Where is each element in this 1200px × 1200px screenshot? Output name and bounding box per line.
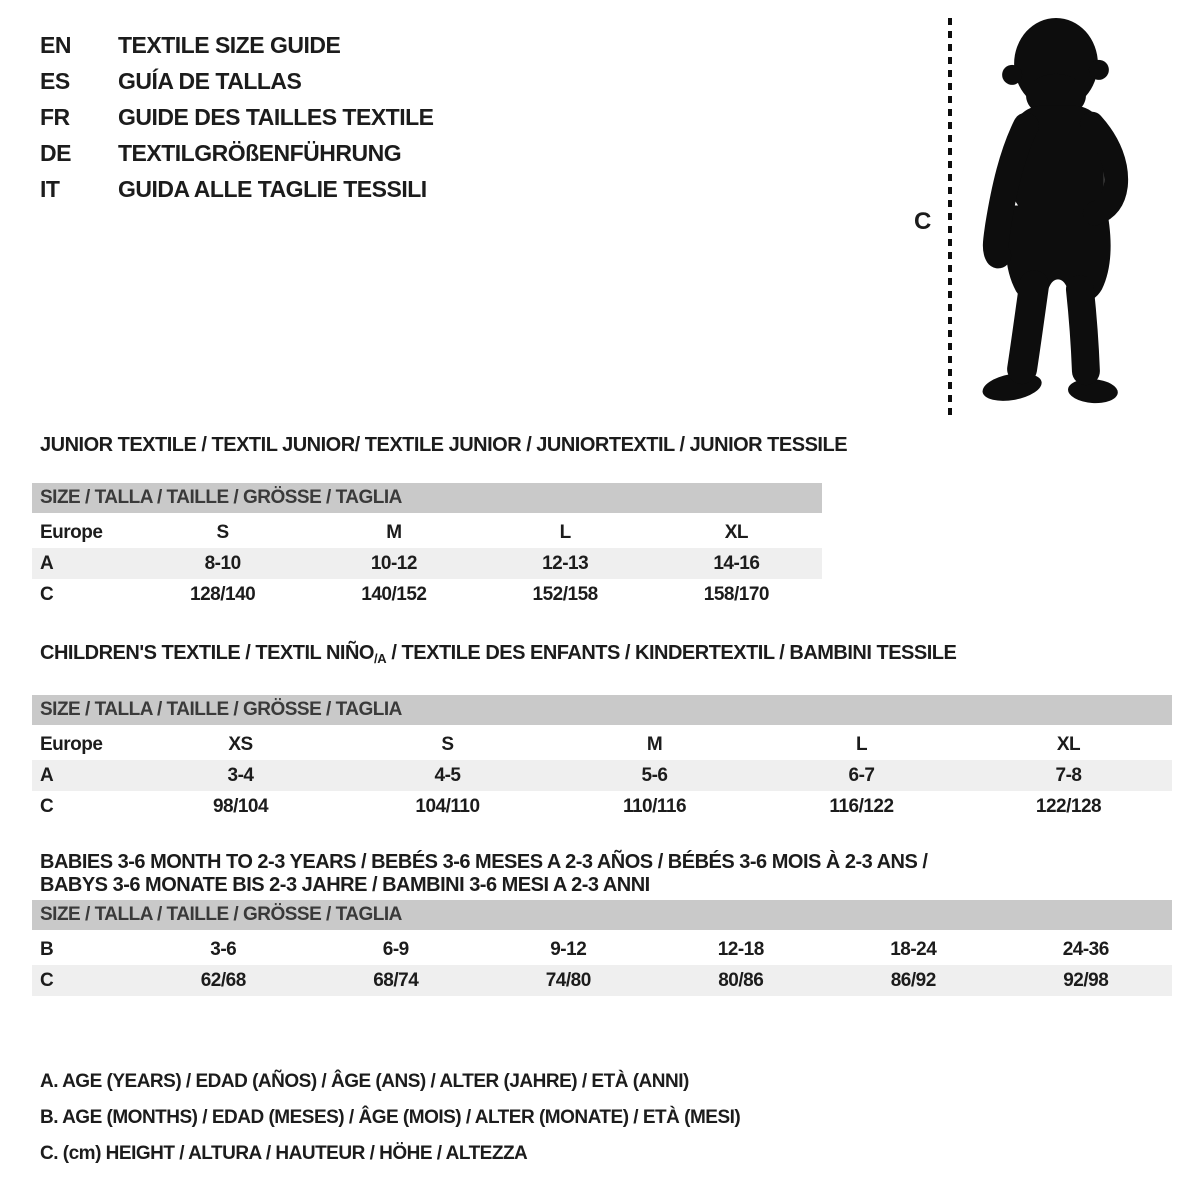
size-cell: 6-7 xyxy=(848,765,875,786)
language-code: IT xyxy=(40,176,60,202)
size-cell: 68/74 xyxy=(373,970,419,991)
babies-size-table xyxy=(32,900,1172,996)
row-label: A xyxy=(40,765,54,786)
babies-textile-section xyxy=(32,851,1172,996)
table-row xyxy=(32,579,822,610)
language-label: GUIDE DES TAILLES TEXTILE xyxy=(118,104,434,130)
size-header-bar: SIZE / TALLA / TAILLE / GRÖSSE / TAGLIA xyxy=(32,900,1172,930)
language-row-en xyxy=(40,27,434,63)
size-cell: 4-5 xyxy=(434,765,461,786)
row-label: C xyxy=(40,584,54,605)
language-label: TEXTILE SIZE GUIDE xyxy=(118,32,341,58)
language-code: FR xyxy=(40,104,70,130)
size-cell: L xyxy=(559,522,571,543)
size-cell: 152/158 xyxy=(532,584,598,605)
row-label: A xyxy=(40,553,54,574)
children-size-table xyxy=(32,695,1172,822)
size-cell: 92/98 xyxy=(1063,970,1109,991)
size-cell: 5-6 xyxy=(641,765,668,786)
language-label: GUÍA DE TALLAS xyxy=(118,68,302,94)
language-code: DE xyxy=(40,140,71,166)
children-title-suffix: / TEXTILE DES ENFANTS / KINDERTEXTIL / BAMBINI TESSILE xyxy=(386,642,957,664)
size-cell: 98/104 xyxy=(212,796,269,817)
language-code: ES xyxy=(40,68,70,94)
size-cell: S xyxy=(216,522,229,543)
children-title-subscript: /A xyxy=(373,651,387,666)
babies-section-title xyxy=(32,851,1172,897)
row-label: C xyxy=(40,796,54,817)
height-dashed-line xyxy=(948,18,952,416)
language-label: GUIDA ALLE TAGLIE TESSILI xyxy=(118,176,427,202)
children-section-title xyxy=(32,642,1172,670)
size-cell: XL xyxy=(724,522,749,543)
children-textile-section xyxy=(32,642,1172,822)
language-code: EN xyxy=(40,32,71,58)
language-label: TEXTILGRÖßENFÜHRUNG xyxy=(118,140,402,166)
size-cell: 18-24 xyxy=(890,939,937,960)
table-row xyxy=(32,934,1172,965)
size-cell: 128/140 xyxy=(190,584,256,605)
size-cell: L xyxy=(855,734,868,755)
height-dimension-label: C xyxy=(914,208,931,235)
size-cell: M xyxy=(386,522,402,543)
size-cell: 62/68 xyxy=(200,970,246,991)
size-cell: 12-18 xyxy=(717,939,764,960)
size-cell: 104/110 xyxy=(415,796,480,817)
size-header-bar: SIZE / TALLA / TAILLE / GRÖSSE / TAGLIA xyxy=(32,483,822,513)
language-row-it xyxy=(40,171,434,207)
toddler-silhouette xyxy=(966,14,1142,418)
table-row xyxy=(32,548,822,579)
size-header-bar: SIZE / TALLA / TAILLE / GRÖSSE / TAGLIA xyxy=(32,695,1172,725)
table-row xyxy=(32,729,1172,760)
language-row-de xyxy=(40,135,434,171)
table-row xyxy=(32,791,1172,822)
size-cell: 12-13 xyxy=(542,553,589,574)
row-label: Europe xyxy=(40,522,103,543)
size-cell: XL xyxy=(1056,734,1081,755)
table-row xyxy=(32,965,1172,996)
babies-title-line2: BABYS 3-6 MONATE BIS 2-3 JAHRE / BAMBINI 3-6 MESI A 2-3 ANNI xyxy=(40,874,650,896)
children-title-prefix: CHILDREN'S TEXTILE / TEXTIL NIÑO xyxy=(40,642,374,664)
size-cell: S xyxy=(441,734,454,755)
size-cell: 140/152 xyxy=(361,584,427,605)
size-cell: 110/116 xyxy=(622,796,687,817)
size-cell: 86/92 xyxy=(890,970,936,991)
size-cell: 14-16 xyxy=(713,553,760,574)
size-cell: 158/170 xyxy=(703,584,769,605)
size-cell: 74/80 xyxy=(545,970,591,991)
legend-line-a: A. AGE (YEARS) / EDAD (AÑOS) / ÂGE (ANS) / ALTER (JAHRE) / ETÀ (ANNI) xyxy=(40,1071,689,1092)
height-measure-figure xyxy=(900,10,1180,422)
size-cell: 6-9 xyxy=(382,939,409,960)
size-cell: XS xyxy=(228,734,253,755)
row-label: Europe xyxy=(40,734,103,755)
table-row xyxy=(32,517,822,548)
size-cell: 3-6 xyxy=(210,939,237,960)
size-cell: M xyxy=(646,734,663,755)
dimension-legend xyxy=(40,1064,740,1172)
legend-line-c: C. (cm) HEIGHT / ALTURA / HAUTEUR / HÖHE / ALTEZZA xyxy=(40,1143,528,1164)
size-cell: 9-12 xyxy=(550,939,587,960)
row-label: C xyxy=(40,970,54,991)
size-cell: 122/128 xyxy=(1035,796,1102,817)
size-cell: 116/122 xyxy=(829,796,894,817)
size-cell: 10-12 xyxy=(370,553,417,574)
row-label: B xyxy=(40,939,54,960)
size-cell: 3-4 xyxy=(227,765,254,786)
language-row-es xyxy=(40,63,434,99)
size-cell: 8-10 xyxy=(204,553,241,574)
table-row xyxy=(32,760,1172,791)
legend-line-b: B. AGE (MONTHS) / EDAD (MESES) / ÂGE (MOIS) / ALTER (MONATE) / ETÀ (MESI) xyxy=(40,1107,741,1128)
size-cell: 80/86 xyxy=(718,970,764,991)
size-cell: 24-36 xyxy=(1062,939,1109,960)
junior-section-title: JUNIOR TEXTILE / TEXTIL JUNIOR/ TEXTILE JUNIOR / JUNIORTEXTIL / JUNIOR TESSILE xyxy=(40,434,848,456)
junior-size-table xyxy=(32,483,822,610)
language-row-fr xyxy=(40,99,434,135)
junior-textile-section xyxy=(32,434,848,610)
size-cell: 7-8 xyxy=(1055,765,1082,786)
language-list xyxy=(40,27,434,207)
babies-title-line1: BABIES 3-6 MONTH TO 2-3 YEARS / BEBÉS 3-6 MESES A 2-3 AÑOS / BÉBÉS 3-6 MOIS À 2-3 ANS / xyxy=(40,851,928,873)
